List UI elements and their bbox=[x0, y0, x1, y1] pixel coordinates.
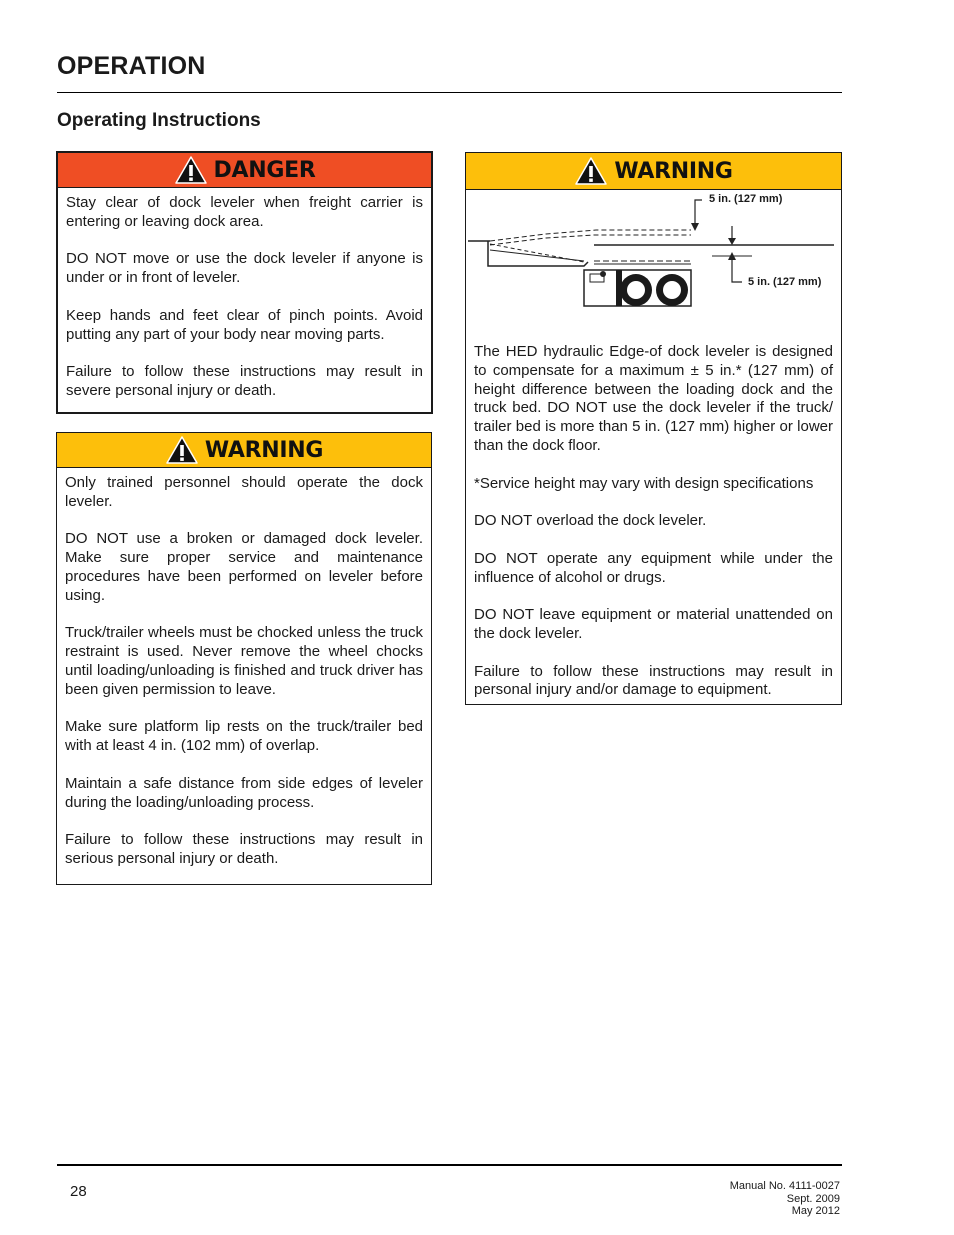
warning-paragraph: Maintain a safe distance from side edges of leveler during the loading/unloading process. bbox=[65, 774, 423, 811]
warning-paragraph: Failure to follow these instructions may result in serious personal injury or death. bbox=[65, 831, 423, 867]
dock-leveler-illustration bbox=[466, 190, 841, 335]
warning-paragraph: *Service height may vary with design specifications bbox=[474, 474, 814, 492]
danger-body bbox=[58, 188, 431, 409]
danger-paragraph: Failure to follow these instructions may result in severe personal injury or death. bbox=[66, 363, 423, 399]
warning-box-right bbox=[465, 152, 842, 705]
warning-paragraph: Make sure platform lip rests on the truck/trailer bed with at least 4 in. (102 mm) of overlap. bbox=[65, 718, 423, 755]
subsection-title: Operating Instructions bbox=[57, 110, 261, 131]
warning-banner bbox=[466, 153, 841, 190]
revision-date: May 2012 bbox=[791, 1205, 840, 1217]
warning-paragraph: DO NOT operate any equipment while under the influence of alcohol or drugs. bbox=[474, 549, 833, 586]
warning-paragraph: The HED hydraulic Edge-of dock leveler is designed to compensate for a maximum ± 5 in.* (127 mm) of height difference between the loading dock and the truck bed. DO NOT use the dock leveler if the truck/ trailer bed is more than 5 in. (127 mm) higher or lower than the dock floor. bbox=[474, 343, 833, 454]
warning-box-left bbox=[56, 432, 432, 885]
danger-paragraph: Stay clear of dock leveler when freight carrier is entering or leaving dock area. bbox=[66, 194, 423, 230]
exclamation-triangle-icon bbox=[174, 155, 208, 185]
warning-label: WARNING bbox=[614, 158, 733, 184]
manual-number: Manual No. 4111-0027 bbox=[729, 1180, 840, 1192]
upper-dimension-label: 5 in. (127 mm) bbox=[709, 193, 783, 205]
warning-body bbox=[57, 468, 431, 877]
lower-dimension-label: 5 in. (127 mm) bbox=[748, 276, 822, 288]
warning-paragraph: Truck/trailer wheels must be chocked unless the truck restraint is used. Never remove the wheel chocks until loading/unloading is finished and truck driver has been given permission to leave. bbox=[65, 624, 423, 698]
revision-date: Sept. 2009 bbox=[786, 1192, 840, 1205]
header-rule bbox=[57, 92, 842, 93]
danger-box bbox=[56, 151, 433, 414]
manual-info bbox=[730, 1180, 840, 1218]
warning-banner bbox=[57, 433, 431, 468]
warning-paragraph: DO NOT use a broken or damaged dock leveler. Make sure proper service and maintenance procedures have been performed on leveler before using. bbox=[65, 530, 423, 604]
danger-paragraph: DO NOT move or use the dock leveler if anyone is under or in front of leveler. bbox=[66, 250, 423, 287]
warning-paragraph: DO NOT overload the dock leveler. bbox=[474, 512, 707, 530]
warning-paragraph: Only trained personnel should operate the dock leveler. bbox=[65, 474, 423, 510]
footer-rule bbox=[57, 1164, 842, 1166]
page-number: 28 bbox=[70, 1183, 87, 1200]
height-difference-diagram bbox=[466, 190, 841, 335]
danger-label: DANGER bbox=[213, 157, 316, 183]
section-title: OPERATION bbox=[57, 52, 206, 80]
warning-body bbox=[466, 335, 841, 708]
warning-label: WARNING bbox=[204, 437, 324, 463]
warning-paragraph: DO NOT leave equipment or material unattended on the dock leveler. bbox=[474, 606, 833, 642]
warning-paragraph: Failure to follow these instructions may result in personal injury and/or damage to equipment. bbox=[474, 662, 833, 699]
exclamation-triangle-icon bbox=[574, 156, 608, 186]
danger-paragraph: Keep hands and feet clear of pinch points. Avoid putting any part of your body near moving parts. bbox=[66, 306, 423, 343]
exclamation-triangle-icon bbox=[165, 435, 199, 465]
danger-banner bbox=[58, 153, 431, 188]
